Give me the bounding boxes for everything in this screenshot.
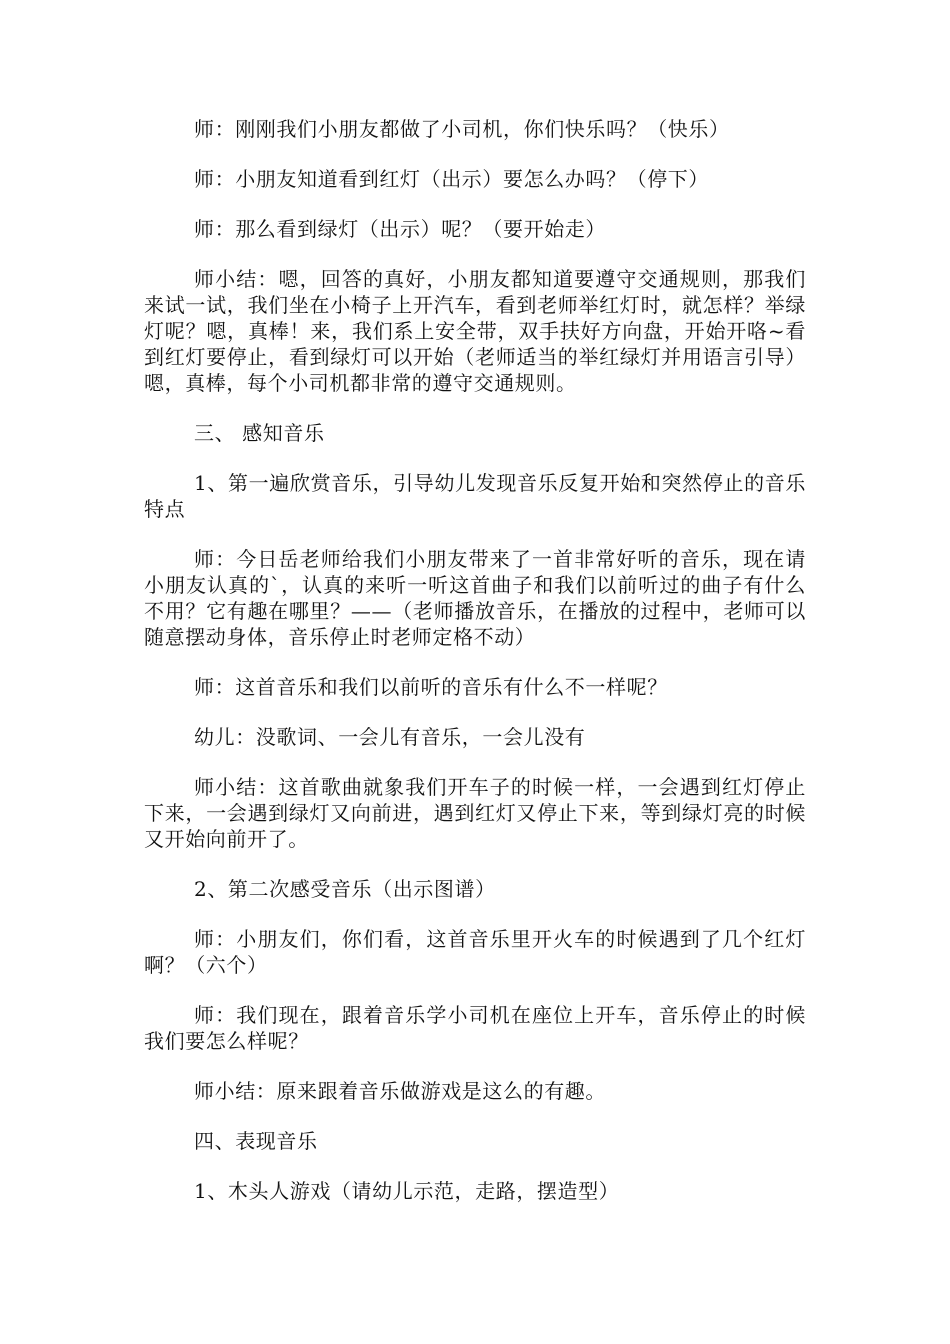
paragraph: 师小结：原来跟着音乐做游戏是这么的有趣。 bbox=[194, 1079, 606, 1103]
paragraph: 师：那么看到绿灯（出示）呢？（要开始走） bbox=[194, 217, 606, 241]
section-heading: 三、 感知音乐 bbox=[194, 421, 325, 445]
paragraph: 师：今日岳老师给我们小朋友带来了一首非常好听的音乐，现在请小朋友认真的`，认真的来听一听这首曲子和我们以前听过的曲子有什么不用？它有趣在哪里？——（老师播放音乐，在播放的过程中，老师可以随意摆动身体，音乐停止时老师定格不动） bbox=[144, 547, 806, 649]
paragraph: 师：小朋友们，你们看，这首音乐里开火车的时候遇到了几个红灯啊？（六个） bbox=[144, 927, 806, 977]
paragraph: 1、第一遍欣赏音乐，引导幼儿发现音乐反复开始和突然停止的音乐特点 bbox=[144, 471, 806, 521]
paragraph: 师：小朋友知道看到红灯（出示）要怎么办吗？（停下） bbox=[194, 167, 709, 191]
paragraph: 幼儿：没歌词、一会儿有音乐，一会儿没有 bbox=[194, 725, 586, 749]
paragraph: 师小结：嗯，回答的真好，小朋友都知道要遵守交通规则，那我们来试一试，我们坐在小椅子上开汽车，看到老师举红灯时，就怎样？举绿灯呢？嗯，真棒！来，我们系上安全带，双手扶好方向盘，开始开咯~看到红灯要停止，看到绿灯可以开始（老师适当的举红绿灯并用语言引导）嗯，真棒，每个小司机都非常的遵守交通规则。 bbox=[144, 267, 806, 395]
paragraph: 师：我们现在，跟着音乐学小司机在座位上开车，音乐停止的时候我们要怎么样呢？ bbox=[144, 1003, 806, 1053]
paragraph: 2、第二次感受音乐（出示图谱） bbox=[194, 877, 496, 901]
paragraph: 师：刚刚我们小朋友都做了小司机，你们快乐吗？（快乐） bbox=[194, 117, 730, 141]
section-heading: 四、表现音乐 bbox=[194, 1129, 318, 1153]
paragraph: 师：这首音乐和我们以前听的音乐有什么不一样呢？ bbox=[194, 675, 668, 699]
paragraph: 1、木头人游戏（请幼儿示范，走路，摆造型） bbox=[194, 1179, 620, 1203]
document-body bbox=[144, 116, 806, 1228]
paragraph: 师小结：这首歌曲就象我们开车子的时候一样，一会遇到红灯停止下来，一会遇到绿灯又向前进，遇到红灯又停止下来，等到绿灯亮的时候又开始向前开了。 bbox=[144, 775, 806, 851]
